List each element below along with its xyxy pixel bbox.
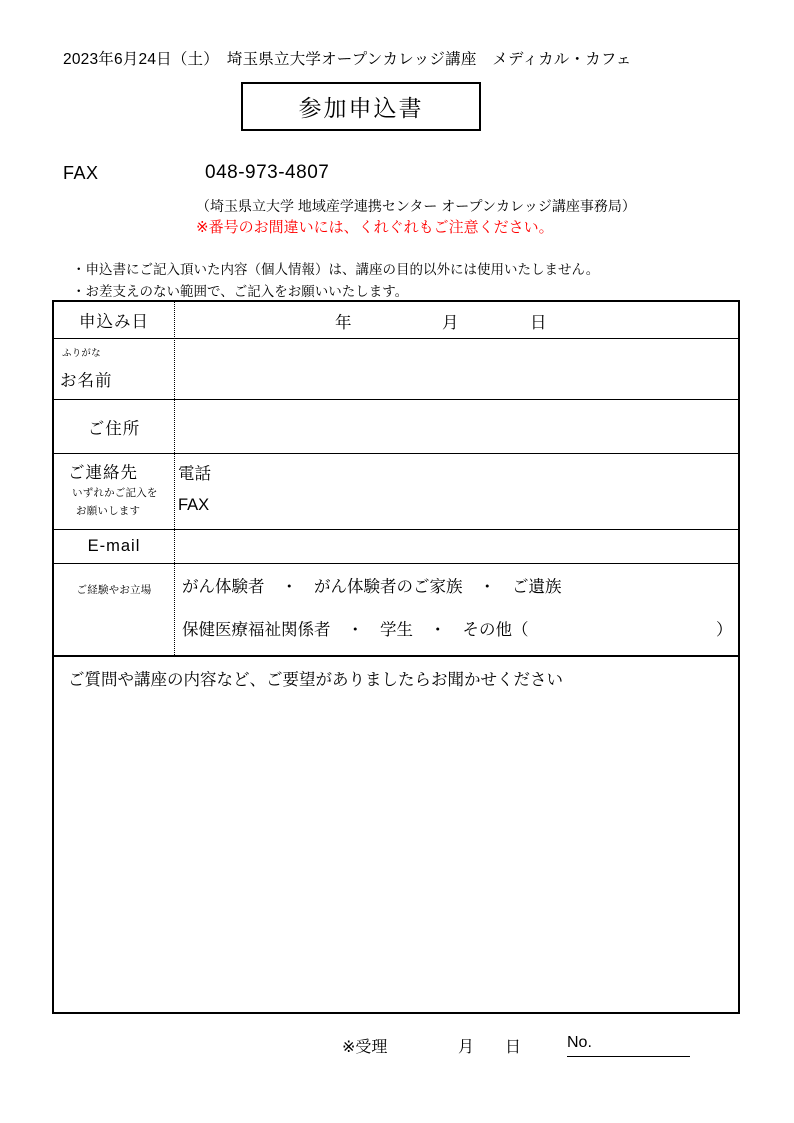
- date-day-unit: 日: [530, 314, 547, 332]
- table-row: [54, 657, 738, 1014]
- table-row: [54, 339, 738, 400]
- address-row-label-cell: [54, 400, 174, 453]
- footer-accept-label: ※受理: [342, 1039, 388, 1056]
- standing-other-close-paren: ）: [716, 621, 733, 639]
- fax-number: 048-973-4807: [205, 162, 330, 183]
- email-input-area[interactable]: [176, 530, 738, 563]
- form-title-box: [241, 82, 481, 131]
- table-row: [54, 302, 738, 339]
- name-row-label: お名前: [60, 372, 113, 390]
- furigana-label: ふりがな: [62, 348, 101, 359]
- footer-no-underline[interactable]: [567, 1056, 690, 1057]
- contact-row-label-cell: [54, 454, 174, 529]
- table-row: [54, 530, 738, 564]
- standing-options-line-1[interactable]: がん体験者 ・ がん体験者のご家族 ・ ご遺族: [182, 578, 562, 596]
- standing-options-line-2[interactable]: 保健医療福祉関係者 ・ 学生 ・ その他（: [182, 621, 529, 639]
- date-year-unit: 年: [335, 314, 352, 332]
- table-row: [54, 454, 738, 530]
- fax-field-label: FAX: [178, 496, 210, 514]
- table-row: [54, 400, 738, 454]
- address-input-area[interactable]: [176, 400, 738, 453]
- event-header-line: 2023年6月24日（土） 埼玉県立大学オープンカレッジ講座 メディカル・カフェ: [63, 51, 632, 68]
- form-title: 参加申込書: [298, 95, 424, 121]
- date-row-label: 申込み日: [79, 313, 149, 331]
- phone-label: 電話: [178, 465, 211, 483]
- office-use-footer: [0, 1034, 794, 1064]
- table-row: [54, 564, 738, 657]
- fax-label: FAX: [63, 163, 99, 183]
- name-row-label-cell: [54, 339, 174, 399]
- application-form-table: [52, 300, 740, 1014]
- comment-prompt-label: ご質問や講座の内容など、ご要望がありましたらお聞かせください: [68, 671, 563, 689]
- standing-row-label: ご経験やお立場: [76, 584, 152, 596]
- date-month-unit: 月: [442, 314, 459, 332]
- contact-sub-line-1: いずれかご記入を: [72, 487, 158, 499]
- comment-input-area[interactable]: [54, 691, 738, 1014]
- fax-office-name: （埼玉県立大学 地域産学連携センター オープンカレッジ講座事務局）: [196, 198, 636, 214]
- date-row-value-cell[interactable]: [176, 302, 738, 338]
- footer-no-label: No.: [567, 1034, 592, 1051]
- email-row-label-cell: [54, 530, 174, 563]
- standing-options-cell[interactable]: [176, 564, 738, 655]
- standing-row-label-cell: [54, 564, 174, 655]
- optional-fields-note: ・お差支えのない範囲で、ご記入をお願いいたします。: [72, 284, 409, 299]
- fax-warning-text: ※番号のお間違いには、くれぐれもご注意ください。: [196, 219, 554, 236]
- address-row-label: ご住所: [87, 419, 141, 438]
- privacy-note: ・申込書にご記入頂いた内容（個人情報）は、講座の目的以外には使用いたしません。: [72, 262, 600, 277]
- email-row-label: E-mail: [87, 537, 141, 555]
- date-row-label-cell: [54, 302, 174, 338]
- contact-row-label: ご連絡先: [68, 464, 138, 482]
- footer-month-unit: 月: [458, 1039, 475, 1056]
- footer-day-unit: 日: [505, 1039, 522, 1056]
- contact-sub-line-2: お願いします: [76, 505, 141, 517]
- name-input-area[interactable]: [176, 339, 738, 399]
- contact-value-cell[interactable]: [176, 454, 738, 529]
